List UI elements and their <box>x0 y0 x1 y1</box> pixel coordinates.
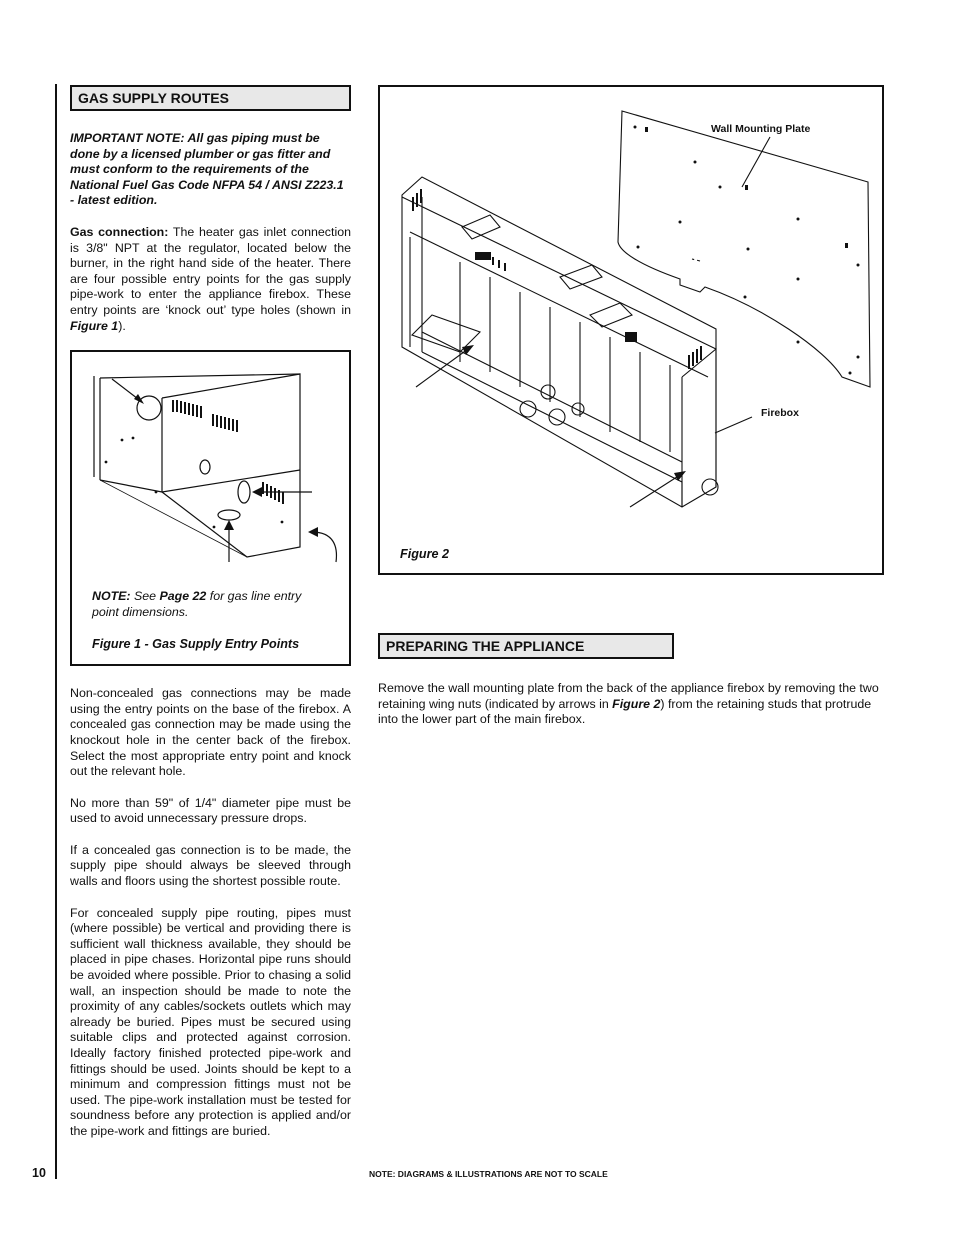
gas-connection-paragraph <box>70 225 351 334</box>
firebox-label: Firebox <box>761 407 799 419</box>
left-column <box>70 85 351 1140</box>
paragraph-concealed: If a concealed gas connection is to be made, the supply pipe should always be sleeved through walls and floors using the shortest possible route. <box>70 842 351 889</box>
figure1-note: NOTE: See Page 22 for gas line entry point dimensions. <box>92 589 302 619</box>
page-reference: Page 22 <box>159 589 207 604</box>
firebox-exploded-illustration <box>380 87 882 537</box>
gas-connection-text: The heater gas inlet connection is 3/8" NPT at the regulator, located below the burner, in the right hand side of the heater. There are four possible entry points for the gas supply pipe-work to enter the appliance firebox. These entry points are ‘knock out’ type holes (shown in <box>70 224 351 317</box>
note-label: NOTE: <box>92 589 131 604</box>
gas-connection-end: ). <box>118 318 126 333</box>
figure2-caption: Figure 2 <box>400 547 449 561</box>
gas-supply-routes-heading: GAS SUPPLY ROUTES <box>70 85 351 111</box>
figure-2-box <box>378 85 884 575</box>
figure1-caption: Figure 1 - Gas Supply Entry Points <box>92 637 300 652</box>
paragraph-non-concealed: Non-concealed gas connections may be made using the entry points on the base of the firebox. A concealed gas connection may be made using the knockout hole in the center back of the firebox. Select the most appropriate entry point and knock out the relevant hole. <box>70 686 351 779</box>
wall-mounting-plate-label: Wall Mounting Plate <box>711 123 811 135</box>
preparing-appliance-heading: PREPARING THE APPLIANCE <box>378 633 674 659</box>
preparing-appliance-text: Remove the wall mounting plate from the back of the appliance firebox by removing the two retaining wing nuts (indicated by arrows in Figure 2) from the retaining studs that protrude into the lower part of the main firebox. <box>378 681 879 727</box>
right-column <box>378 85 884 728</box>
gas-connection-label: Gas connection: <box>70 224 169 239</box>
figure-1-box <box>70 350 351 666</box>
figure2-reference: Figure 2 <box>612 696 661 711</box>
page-margin-rule <box>55 84 57 1179</box>
figure1-reference: Figure 1 <box>70 318 119 333</box>
gas-entry-points-illustration <box>72 352 349 582</box>
paragraph-pipe-length: No more than 59" of 1/4" diameter pipe must be used to avoid unnecessary pressure drops. <box>70 795 351 826</box>
important-note: IMPORTANT NOTE: All gas piping must be done by a licensed plumber or gas fitter and must conform to the requirements of the National Fuel Gas Code NFPA 54 / ANSI Z223.1 - latest edition. <box>70 131 344 208</box>
scale-note: NOTE: DIAGRAMS & ILLUSTRATIONS ARE NOT TO SCALE <box>369 1169 608 1179</box>
paragraph-routing: For concealed supply pipe routing, pipes must (where possible) be vertical and providing there is sufficient wall thickness available, they should be placed in pipe chases. Horizontal pipe runs should be avoided where possible. Prior to chasing a solid wall, an inspection should be made to note the proximity of any cables/sockets outlets which may already be buried. Pipes must be secured using suitable clips and protected against corrosion. Ideally factory finished protected pipe-work and fittings should be used. Joints should be kept to a minimum and compression fittings must not be used. The pipe-work installation must be tested for soundness before any protection is applied and/or the pipe-work and fittings are buried. <box>70 905 351 1138</box>
page-number: 10 <box>32 1166 46 1180</box>
